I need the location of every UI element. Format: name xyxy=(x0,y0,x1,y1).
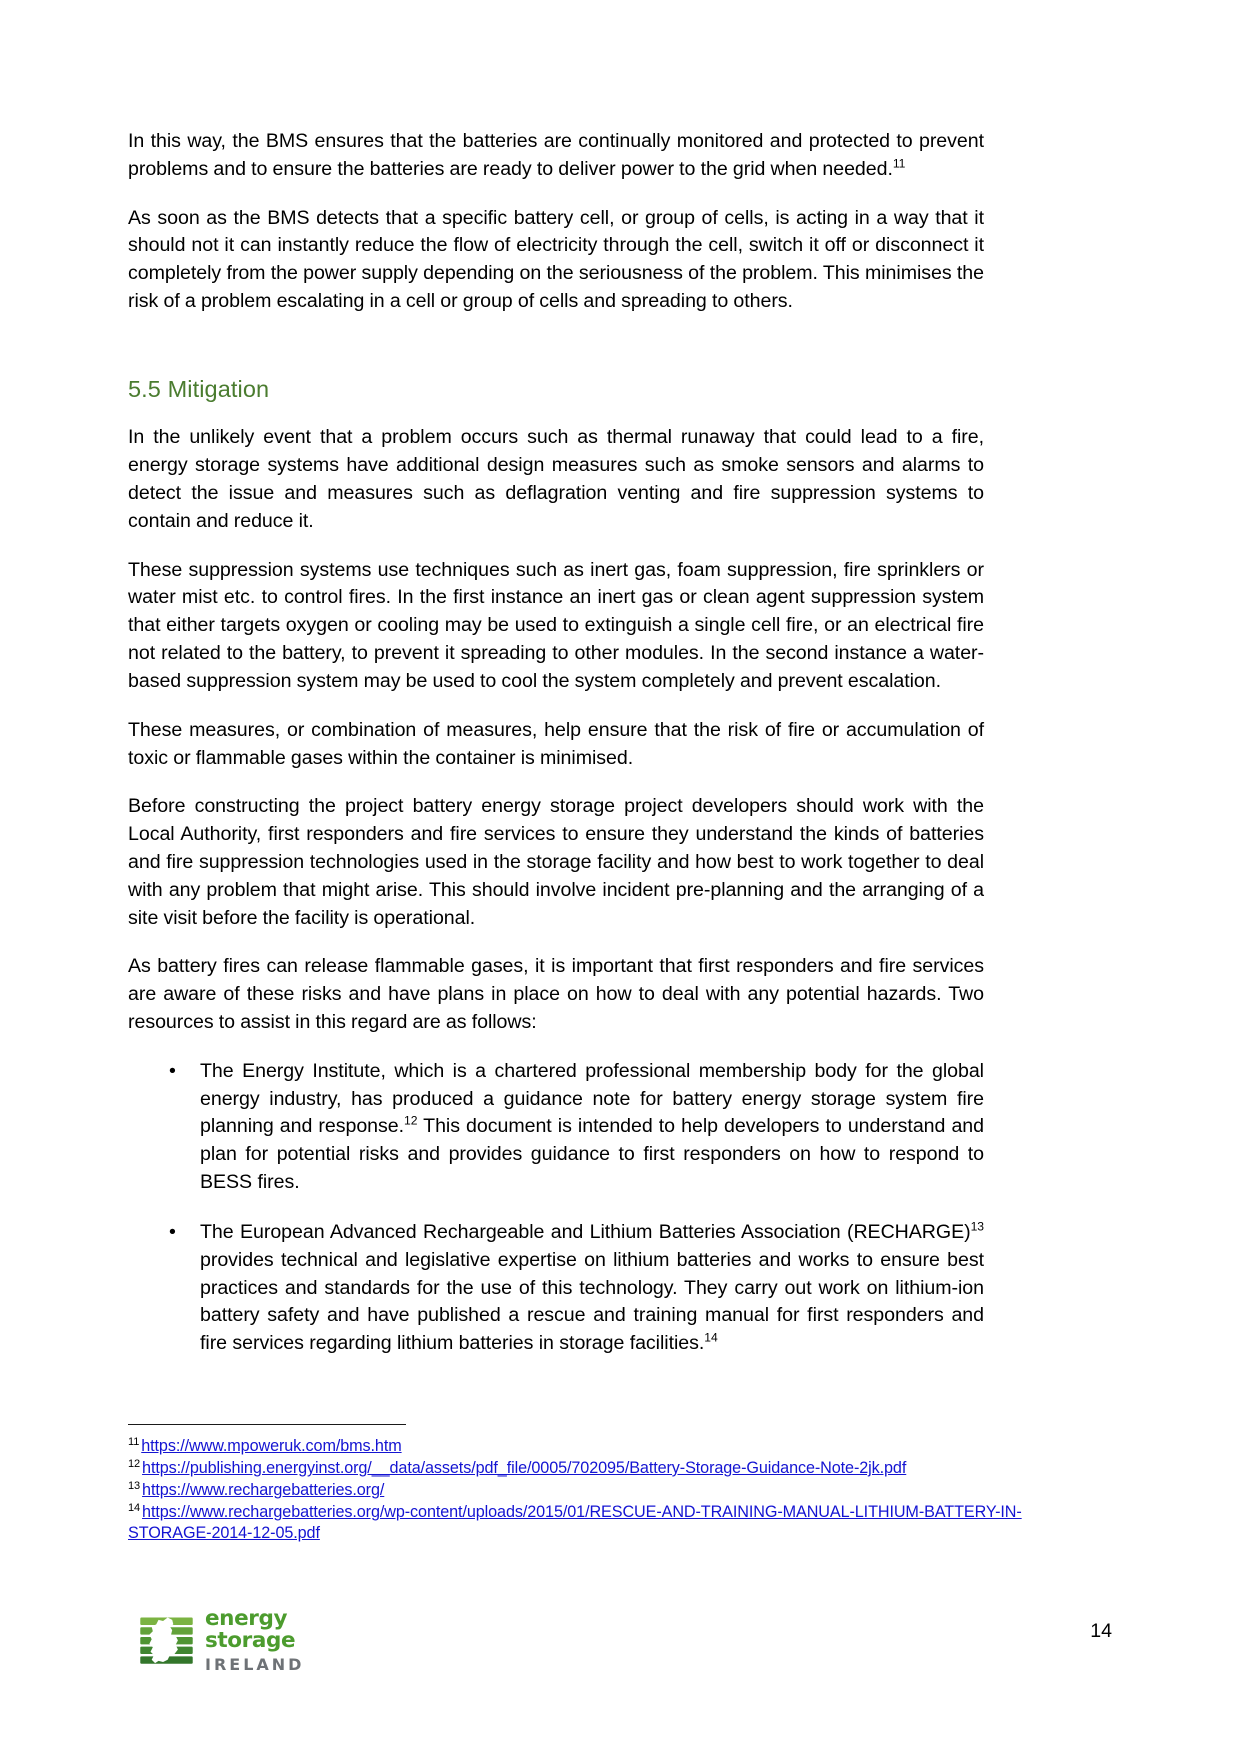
list-item-text: The Energy Institute, which is a chartered professional membership body for the global energy industry, has produced a guidance note for battery energy storage system fire planning and response. xyxy=(200,1059,984,1138)
footnote-12 xyxy=(128,1458,1028,1479)
footnote-ref-13[interactable]: 13 xyxy=(970,1219,984,1234)
paragraph-bms-detects: As soon as the BMS detects that a specific battery cell, or group of cells, is acting in a way that it should not it can instantly reduce the flow of electricity through the cell, switch it off or disconnect it completely from the power supply depending on the seriousness of the problem. This minimises the risk of a problem escalating in a cell or group of cells and spreading to others. xyxy=(128,206,984,313)
footnote-number: 14 xyxy=(128,1501,141,1514)
logo-wordmark xyxy=(205,1608,304,1675)
list-item-text-cont: provides technical and legislative expertise on lithium batteries and works to ensure best practices and standards for the use of this technology. They carry out work on lithium-ion battery safety and have published a rescue and training manual for first responders and fire services regarding lithium batteries in storage facilities. xyxy=(200,1248,984,1355)
paragraph-before-constructing: Before constructing the project battery energy storage project developers should work with the Local Authority, first responders and fire services to ensure they understand the kinds of batteries and fire suppression technologies used in the storage facility and how best to work together to deal with any problem that might arise. This should involve incident pre-planning and the arranging of a site visit before the facility is operational. xyxy=(128,795,984,929)
footnote-14 xyxy=(128,1502,1028,1544)
page-title: 5.5 Mitigation xyxy=(128,375,270,402)
resources-bullet-list xyxy=(128,1058,984,1358)
paragraph-unlikely-event: In the unlikely event that a problem occurs such as thermal runaway that could lead to a fire, energy storage systems have additional design measures such as smoke sensors and alarms to detect the issue and measures such as deflagration venting and fire suppression systems to contain and reduce it. xyxy=(128,426,984,532)
paragraph-battery-fires: As battery fires can release flammable gases, it is important that first responders and fire services are aware of these risks and have plans in place on how to deal with any potential hazards. Two resources to assist in this regard are as follows: xyxy=(128,955,984,1034)
footnote-ref-14[interactable]: 14 xyxy=(704,1330,718,1345)
bullet-icon: • xyxy=(169,1059,176,1082)
footnote-11 xyxy=(128,1436,1028,1457)
heading-block xyxy=(128,374,984,405)
logo-line-ireland: IRELAND xyxy=(205,1654,305,1674)
bullet-icon: • xyxy=(169,1220,176,1243)
list-item xyxy=(128,1219,984,1358)
paragraph-bms-ensures xyxy=(128,128,984,184)
footnote-link[interactable]: https://www.mpoweruk.com/bms.htm xyxy=(141,1437,402,1455)
footnote-ref-11[interactable]: 11 xyxy=(892,156,906,171)
page-number: 14 xyxy=(1090,1620,1112,1642)
list-item-text-cont: This document is intended to help developers to understand and plan for potential risks and provides guidance to first responders on how to respond to BESS fires. xyxy=(200,1115,984,1194)
paragraph-these-measures: These measures, or combination of measures, help ensure that the risk of fire or accumulation of toxic or flammable gases within the container is minimised. xyxy=(128,718,984,769)
list-item xyxy=(128,1058,984,1197)
logo-line-energy: energy xyxy=(205,1606,288,1631)
footnote-number: 12 xyxy=(128,1457,141,1470)
organisation-logo xyxy=(138,1608,304,1675)
footnote-link[interactable]: https://www.rechargebatteries.org/ xyxy=(142,1481,385,1500)
page-footer xyxy=(128,1600,1112,1690)
footnote-ref-12[interactable]: 12 xyxy=(404,1113,418,1128)
footnote-link[interactable]: https://publishing.energyinst.org/__data/assets/pdf_file/0005/702095/Battery-Storage-Guidance-Note-2jk.pdf xyxy=(142,1459,907,1478)
list-item-text: The European Advanced Rechargeable and Lithium Batteries Association (RECHARGE) xyxy=(200,1220,971,1243)
footnote-number: 13 xyxy=(128,1479,141,1492)
page-body xyxy=(128,128,984,1358)
paragraph-text: In this way, the BMS ensures that the batteries are continually monitored and protected to prevent problems and to ensure the batteries are ready to deliver power to the grid when needed. xyxy=(128,130,984,180)
energy-storage-ireland-mark-icon xyxy=(138,1613,195,1670)
footnote-number: 11 xyxy=(128,1435,140,1448)
paragraph-suppression-systems: These suppression systems use techniques such as inert gas, foam suppression, fire sprinklers or water mist etc. to control fires. In the first instance an inert gas or clean agent suppression system that either targets oxygen or cooling may be used to extinguish a single cell fire, or an electrical fire not related to the battery, to prevent it spreading to other modules. In the second instance a water-based suppression system may be used to cool the system completely and prevent escalation. xyxy=(128,558,984,692)
footnote-area xyxy=(128,1424,1028,1545)
logo-line-storage: storage xyxy=(205,1628,296,1654)
footnote-separator xyxy=(128,1424,406,1425)
footnote-link[interactable]: https://www.rechargebatteries.org/wp-content/uploads/2015/01/RESCUE-AND-TRAINING-MANUAL-LITHIUM-BATTERY-IN-STORAGE-2014-12-05.pdf xyxy=(128,1503,1022,1543)
footnote-13 xyxy=(128,1480,1028,1501)
